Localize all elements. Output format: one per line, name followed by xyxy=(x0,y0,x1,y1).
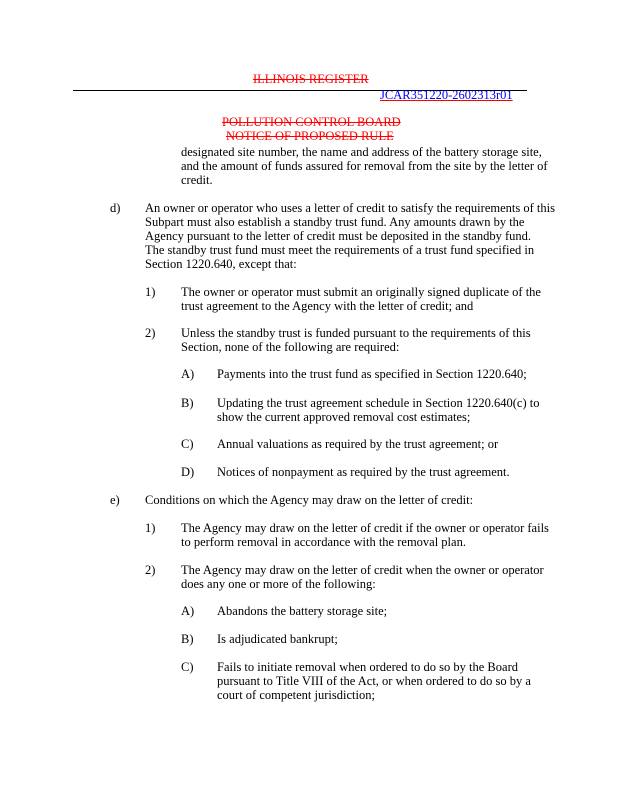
d-2-subitem-d-label: D) xyxy=(181,465,195,479)
d-2-subitem-a-text: Payments into the trust fund as specified in Section 1220.640; xyxy=(217,367,527,381)
e-2-subitem-b-label: B) xyxy=(181,632,194,646)
e-2-subitem-c-text: Fails to initiate removal when ordered to do so by the Board pursuant to Title VIII of the Act, or when ordered to do so by a court of competent jurisdiction; xyxy=(217,660,531,702)
d-2-subitem-b-label: B) xyxy=(181,396,194,410)
d-2-subitem-b-text: Updating the trust agreement schedule in Section 1220.640(c) to show the current approved removal cost estimates; xyxy=(217,396,540,424)
e-2-subitem-c-label: C) xyxy=(181,660,194,674)
e-item-1-paragraph: The Agency may draw on the letter of credit if the owner or operator fails to perform removal in accordance with the removal plan. xyxy=(181,521,549,549)
d-2-subitem-c-text: Annual valuations as required by the trust agreement; or xyxy=(217,437,499,451)
d-2-subitem-c-label: C) xyxy=(181,437,194,451)
d-item-1-label: 1) xyxy=(145,285,156,299)
e-2-subitem-b-text: Is adjudicated bankrupt; xyxy=(217,632,338,646)
d-item-1-paragraph: The owner or operator must submit an originally signed duplicate of the trust agreement to the Agency with the letter of credit; and xyxy=(181,285,541,313)
d-item-2-label: 2) xyxy=(145,326,156,340)
d-2-subitem-a-label: A) xyxy=(181,367,195,381)
section-e-paragraph: Conditions on which the Agency may draw on the letter of credit: xyxy=(145,493,474,507)
notice-title: NOTICE OF PROPOSED RULE xyxy=(226,129,394,143)
d-item-2-paragraph: Unless the standby trust is funded pursuant to the requirements of this Section, none of the following are required: xyxy=(181,326,531,354)
board-title: POLLUTION CONTROL BOARD xyxy=(222,115,401,129)
e-item-1-label: 1) xyxy=(145,521,156,535)
d-2-subitem-d-text: Notices of nonpayment as required by the trust agreement. xyxy=(217,465,510,479)
section-d-label: d) xyxy=(110,201,121,215)
e-item-2-paragraph: The Agency may draw on the letter of credit when the owner or operator does any one or more of the following: xyxy=(181,563,544,591)
e-2-subitem-a-label: A) xyxy=(181,604,195,618)
section-e-label: e) xyxy=(110,493,120,507)
jcar-code: JCAR351220-2602313r01 xyxy=(380,88,513,102)
intro-paragraph: designated site number, the name and address of the battery storage site, and the amount of funds assured for removal from the site by the letter of credit. xyxy=(181,145,548,187)
section-d-paragraph: An owner or operator who uses a letter of credit to satisfy the requirements of this Subpart must also establish a standby trust fund. Any amounts drawn by the Agency pursuant to the letter of credit must be deposited in the standby fund. The standby trust fund must meet the requirements of a trust fund specified in Section 1220.640, except that: xyxy=(145,201,555,271)
e-2-subitem-a-text: Abandons the battery storage site; xyxy=(217,604,388,618)
e-item-2-label: 2) xyxy=(145,563,156,577)
register-title: ILLINOIS REGISTER xyxy=(253,72,369,86)
